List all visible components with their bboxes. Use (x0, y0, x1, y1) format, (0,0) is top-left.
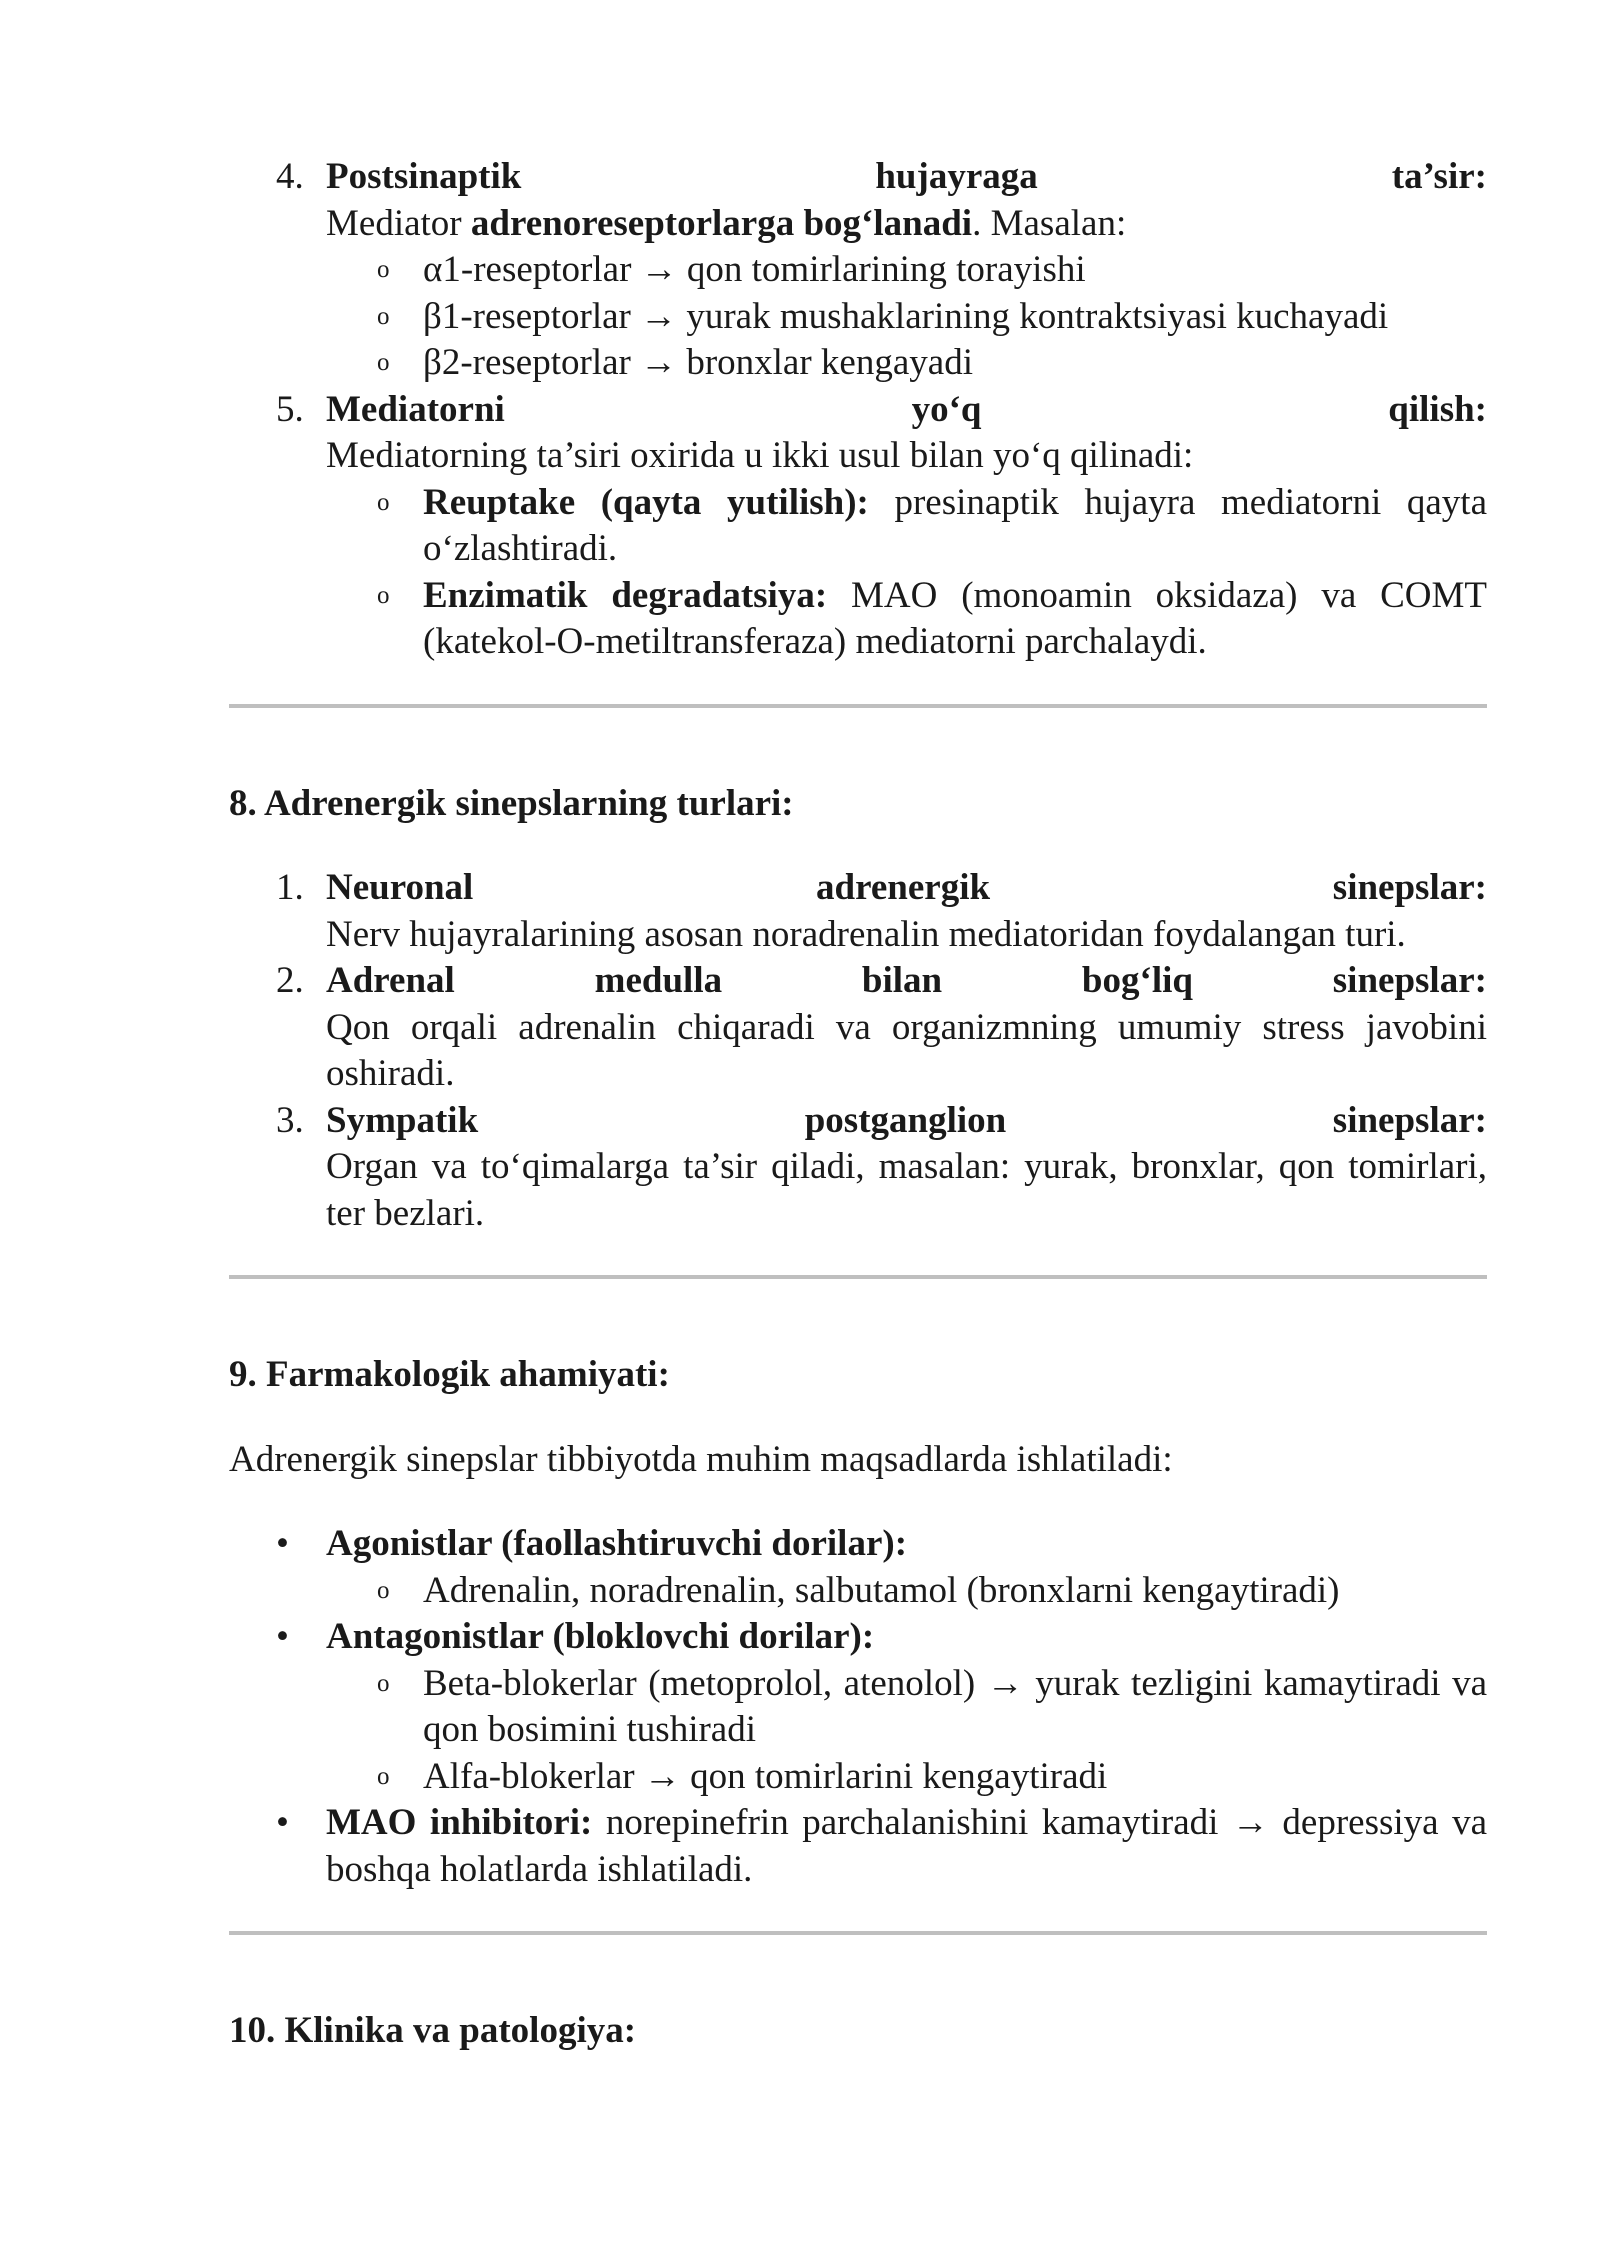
list-item (229, 480, 1487, 573)
list-item-antagonists (229, 1614, 1487, 1800)
heading-word: Postsinaptik (326, 156, 522, 197)
list-item (229, 294, 1487, 341)
list-number: 3. (276, 1099, 304, 1141)
heading-word: Mediatorni (326, 388, 505, 430)
heading-word: sinepslar: (1332, 960, 1487, 1001)
list-item (229, 958, 1487, 1098)
list-number: 1. (276, 867, 304, 908)
item-heading (326, 154, 1487, 201)
circle-bullet-icon: o (377, 1576, 390, 1604)
dot-bullet-icon: • (276, 1802, 289, 1843)
bullet-bold: MAO inhibitori: (326, 1802, 593, 1843)
list-number: 5. (276, 388, 304, 430)
list-item (326, 1754, 1487, 1801)
bullet-bold: Enzimatik degradatsiya: (423, 574, 828, 616)
heading-word: sinepslar: (1332, 1099, 1487, 1141)
bullet-text: β1-reseptorlar → yurak mushaklarining kontraktsiyasi kuchayadi (423, 295, 1389, 337)
body-text: . Masalan: (972, 202, 1127, 244)
item-heading (326, 1098, 1487, 1145)
circle-bullet-icon: o (377, 349, 390, 376)
horizontal-divider (229, 1275, 1487, 1279)
heading-word: postganglion (804, 1099, 1007, 1141)
bullet-bold: Antagonistlar (bloklovchi dorilar): (326, 1616, 875, 1657)
list-item (326, 1661, 1487, 1754)
bullet-bold: Agonistlar (faollashtiruvchi dorilar): (326, 1523, 908, 1564)
heading-word: adrenergik (816, 867, 991, 908)
circle-bullet-icon: o (377, 256, 390, 283)
bullet-text: β2-reseptorlar → bronxlar kengayadi (423, 342, 973, 383)
bullet-text: MAO (monoamin oksidaza) va COMT (katekol-O-metiltransferaza) mediatorni parchalaydi. (423, 574, 1488, 662)
list-item (229, 247, 1487, 294)
body-bold: adrenoreseptorlarga bog‘lanadi (470, 202, 973, 244)
bullet-text: Beta-blokerlar (metoprolol, atenolol) → yurak tezligini kamaytiradi va qon bosimini tushiradi (423, 1662, 1487, 1750)
heading-word: yo‘q (911, 388, 982, 430)
receptor-list (229, 247, 1487, 387)
list-item-postsynaptic (229, 154, 1487, 387)
heading-word: bilan (861, 960, 943, 1001)
circle-bullet-icon: o (377, 488, 390, 516)
circle-bullet-icon: o (377, 302, 390, 330)
circle-bullet-icon: o (377, 1669, 390, 1697)
numbered-list-synapse-types (229, 865, 1487, 1237)
horizontal-divider (229, 1931, 1487, 1935)
pharmacology-list (229, 1521, 1487, 1893)
list-item (229, 1098, 1487, 1238)
section-heading-10: 10. Klinika va patologiya: (229, 2010, 637, 2051)
bullet-text: presinaptik hujayra mediatorni qayta o‘zlashtiradi. (423, 481, 1487, 569)
circle-bullet-icon: o (377, 581, 390, 609)
bullet-text: norepinefrin parchalanishini kamaytiradi → depressiya va boshqa holatlarda ishlatiladi. (326, 1802, 1487, 1890)
list-number: 4. (276, 156, 304, 197)
heading-word: sinepslar: (1332, 867, 1487, 908)
heading-word: Adrenal (326, 960, 455, 1001)
item-heading (326, 958, 1487, 1005)
heading-word: Neuronal (326, 867, 474, 908)
document-content (229, 154, 1487, 2055)
heading-word: hujayraga (875, 156, 1038, 197)
removal-methods-list (229, 480, 1487, 666)
section-heading-9: 9. Farmakologik ahamiyati: (229, 1354, 670, 1395)
heading-word: medulla (594, 960, 723, 1001)
list-item (229, 340, 1487, 387)
item-body (326, 201, 1487, 248)
bullet-text: Adrenalin, noradrenalin, salbutamol (bronxlarni kengaytiradi) (423, 1569, 1340, 1611)
antagonists-list (326, 1661, 1487, 1801)
horizontal-divider (229, 704, 1487, 708)
item-heading (326, 865, 1487, 912)
list-item (229, 865, 1487, 958)
circle-bullet-icon: o (377, 1762, 390, 1790)
list-number: 2. (276, 960, 304, 1001)
item-body: Nerv hujayralarining asosan noradrenalin mediatoridan foydalangan turi. (326, 913, 1406, 955)
list-item (229, 573, 1487, 666)
list-item-mao-inhibitor (229, 1800, 1487, 1893)
list-item (326, 1568, 1487, 1615)
agonists-list (326, 1568, 1487, 1615)
item-heading (326, 387, 1487, 434)
heading-word: qilish: (1388, 388, 1487, 430)
heading-word: Sympatik (326, 1099, 479, 1141)
bullet-bold: Reuptake (qayta yutilish): (423, 481, 869, 523)
bullet-text: Alfa-blokerlar → qon tomirlarini kengaytiradi (423, 1755, 1108, 1797)
body-text: Mediator (326, 202, 471, 244)
heading-word: bog‘liq (1081, 960, 1193, 1001)
dot-bullet-icon: • (276, 1616, 289, 1657)
list-item-agonists (229, 1521, 1487, 1614)
bullet-text: α1-reseptorlar → qon tomirlarining torayishi (423, 249, 1086, 290)
list-item-mediator-removal (229, 387, 1487, 666)
numbered-list-mechanism (229, 154, 1487, 666)
section-intro: Adrenergik sinepslar tibbiyotda muhim maqsadlarda ishlatiladi: (229, 1438, 1173, 1480)
section-heading-8: 8. Adrenergik sinepslarning turlari: (229, 782, 794, 824)
item-body: Qon orqali adrenalin chiqaradi va organizmning umumiy stress javobini oshiradi. (326, 1006, 1487, 1094)
item-body: Organ va to‘qimalarga ta’sir qiladi, masalan: yurak, bronxlar, qon tomirlari, ter bezlari. (326, 1146, 1487, 1234)
item-body: Mediatorning ta’siri oxirida u ikki usul bilan yo‘q qilinadi: (326, 435, 1194, 476)
dot-bullet-icon: • (276, 1523, 289, 1564)
heading-word: ta’sir: (1391, 156, 1487, 197)
